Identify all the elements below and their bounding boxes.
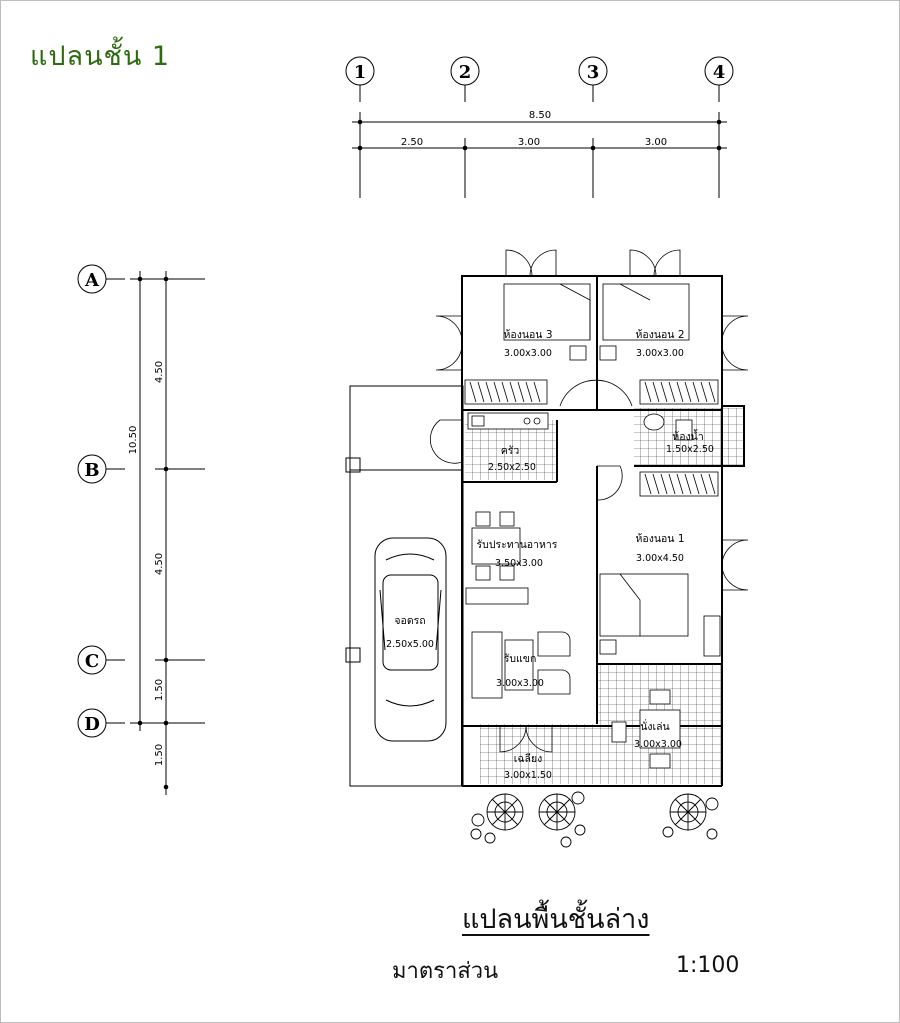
room-name: รับแขก: [503, 653, 537, 665]
page-title: แปลนชั้น 1: [30, 41, 171, 72]
room-name: เฉลียง: [513, 753, 543, 765]
top-dimension-segment: 2.50: [400, 137, 424, 148]
room-name: ครัว: [500, 445, 520, 457]
left-dimension-segment: 1.50: [154, 678, 165, 702]
room-name: ห้องนอน 3: [503, 329, 553, 341]
left-dimension-segment: 4.50: [154, 552, 165, 576]
room-size: 3.00x3.00: [496, 678, 544, 689]
grid-label-2: 2: [458, 62, 472, 83]
room-name: จอดรถ: [394, 615, 426, 627]
top-total-dimension: 8.50: [528, 110, 552, 121]
grid-label-3: 3: [586, 62, 600, 83]
scale-label: มาตราส่วน: [392, 959, 499, 984]
trees: [471, 792, 718, 847]
room-size: 3.00x3.00: [634, 739, 682, 750]
drawing-title: แปลนพื้นชั้นล่าง: [462, 904, 650, 935]
left-dimension-ticks: [138, 277, 169, 790]
room-name: นั่งเล่น: [640, 721, 670, 733]
room-size: 3.00x1.50: [504, 770, 552, 781]
grid-label-D: D: [84, 714, 100, 735]
left-dimension-segment: 1.50: [154, 743, 165, 767]
room-size: 3.00x3.00: [504, 348, 552, 359]
left-total-dimension: 10.50: [128, 425, 139, 455]
scale-value: 1:100: [676, 953, 740, 978]
top-dimension-segment: 3.00: [517, 137, 541, 148]
room-name: ห้องนอน 2: [635, 329, 685, 341]
grid-label-1: 1: [353, 62, 367, 83]
left-dimension-segment: 4.50: [154, 360, 165, 384]
top-dimension-segment: 3.00: [644, 137, 668, 148]
carport: [346, 386, 463, 786]
column-grid-markers: [346, 57, 733, 198]
room-size: 3.00x3.00: [636, 348, 684, 359]
room-size: 1.50x2.50: [666, 444, 714, 455]
room-name: ห้องน้ำ: [672, 431, 704, 443]
room-name: ห้องนอน 1: [635, 533, 685, 545]
grid-label-4: 4: [712, 62, 726, 83]
grid-label-C: C: [84, 651, 100, 672]
grid-label-B: B: [84, 460, 100, 481]
room-name: รับประทานอาหาร: [476, 539, 558, 551]
room-size: 2.50x2.50: [488, 462, 536, 473]
room-size: 3.50x3.00: [495, 558, 543, 569]
grid-label-A: A: [85, 270, 99, 291]
room-size: 3.00x4.50: [636, 553, 684, 564]
room-size: 2.50x5.00: [386, 639, 434, 650]
